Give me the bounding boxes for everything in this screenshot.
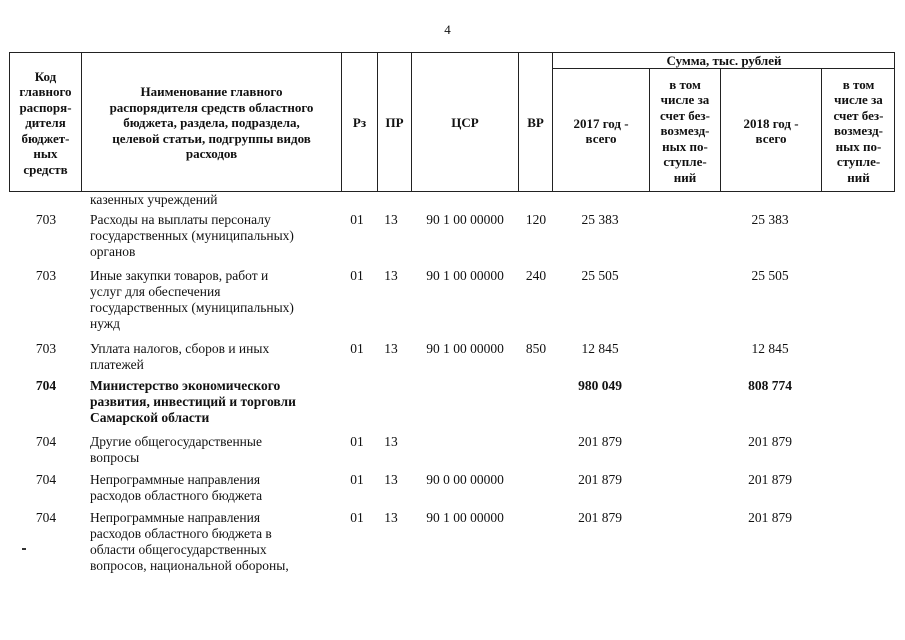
- row-name: Непрограммные направления расходов областного бюджета: [90, 472, 263, 503]
- row-sum-2017: 25 505: [581, 268, 619, 283]
- row-rz: 01: [350, 341, 364, 356]
- row-sum-2017: 201 879: [578, 510, 622, 525]
- row-csr: 90 1 00 00000: [426, 510, 504, 525]
- row-name: Уплата налогов, сборов и иных платежей: [90, 341, 270, 372]
- row-rz: 01: [350, 268, 364, 283]
- row-name: Непрограммные направления расходов областного бюджета в области общегосударственных вопросов, национальной обороны,: [90, 510, 289, 573]
- row-code: 703: [35, 268, 57, 283]
- row-code: 704: [35, 510, 57, 525]
- row-code: 703: [35, 212, 57, 227]
- row-pr: 13: [384, 434, 398, 449]
- row-vr: 240: [525, 268, 547, 283]
- row-code: 704: [35, 378, 57, 393]
- row-sum-2018: 201 879: [748, 472, 792, 487]
- page-number: 4: [444, 22, 451, 37]
- row-name: Расходы на выплаты персоналу государственных (муниципальных) органов: [90, 212, 294, 259]
- row-csr: 90 0 00 00000: [426, 472, 504, 487]
- header-2018-total: 2018 год - всего: [743, 115, 799, 146]
- row-pr: 13: [384, 341, 398, 356]
- header-vr: ВР: [527, 115, 544, 131]
- row-rz: 01: [350, 510, 364, 525]
- header-name: Наименование главного распорядителя средств областного бюджета, раздела, подраздела, целевой статьи, подгруппы видов расходов: [109, 84, 314, 162]
- header-sum-group: Сумма, тыс. рублей: [666, 52, 782, 68]
- row-name: Министерство экономического развития, инвестиций и торговли Самарской области: [90, 378, 296, 425]
- row-pr: 13: [384, 510, 398, 525]
- table-header: [9, 52, 895, 192]
- row-csr: 90 1 00 00000: [426, 212, 504, 227]
- header-code: Код главного распоря- дителя бюджет- ных средств: [19, 68, 72, 177]
- row-name: Другие общегосударственные вопросы: [90, 434, 262, 465]
- row-name: Иные закупки товаров, работ и услуг для обеспечения государственных (муниципальных) нужд: [90, 268, 294, 331]
- row-sum-2018: 25 383: [751, 212, 789, 227]
- header-2018-incl: в том числе за счет без- возмезд- ных по- ступле- ний: [833, 76, 884, 185]
- row-rz: 01: [350, 212, 364, 227]
- row-csr: 90 1 00 00000: [426, 341, 504, 356]
- row-rz: 01: [350, 472, 364, 487]
- row-pr: 13: [384, 472, 398, 487]
- row-code: 704: [35, 472, 57, 487]
- row-sum-2018: 201 879: [748, 510, 792, 525]
- row-code: 704: [35, 434, 57, 449]
- header-pr: ПР: [385, 115, 404, 131]
- row-sum-2018: 201 879: [748, 434, 792, 449]
- row-sum-2017: 201 879: [578, 472, 622, 487]
- row-rz: 01: [350, 434, 364, 449]
- row-name: казенных учреждений: [90, 192, 218, 207]
- row-sum-2018: 12 845: [751, 341, 789, 356]
- header-2017-incl: в том числе за счет без- возмезд- ных по- ступле- ний: [660, 76, 710, 185]
- header-csr: ЦСР: [451, 115, 479, 131]
- row-sum-2018: 25 505: [751, 268, 789, 283]
- row-vr: 850: [525, 341, 547, 356]
- row-sum-2018: 808 774: [748, 378, 792, 393]
- row-code: 703: [35, 341, 57, 356]
- row-csr: 90 1 00 00000: [426, 268, 504, 283]
- header-2017-total: 2017 год - всего: [573, 115, 629, 146]
- scan-mark: [22, 548, 26, 550]
- row-vr: 120: [525, 212, 547, 227]
- row-sum-2017: 201 879: [578, 434, 622, 449]
- row-pr: 13: [384, 268, 398, 283]
- row-sum-2017: 25 383: [581, 212, 619, 227]
- row-pr: 13: [384, 212, 398, 227]
- row-sum-2017: 12 845: [581, 341, 619, 356]
- row-sum-2017: 980 049: [578, 378, 622, 393]
- header-rz: Рз: [352, 115, 367, 131]
